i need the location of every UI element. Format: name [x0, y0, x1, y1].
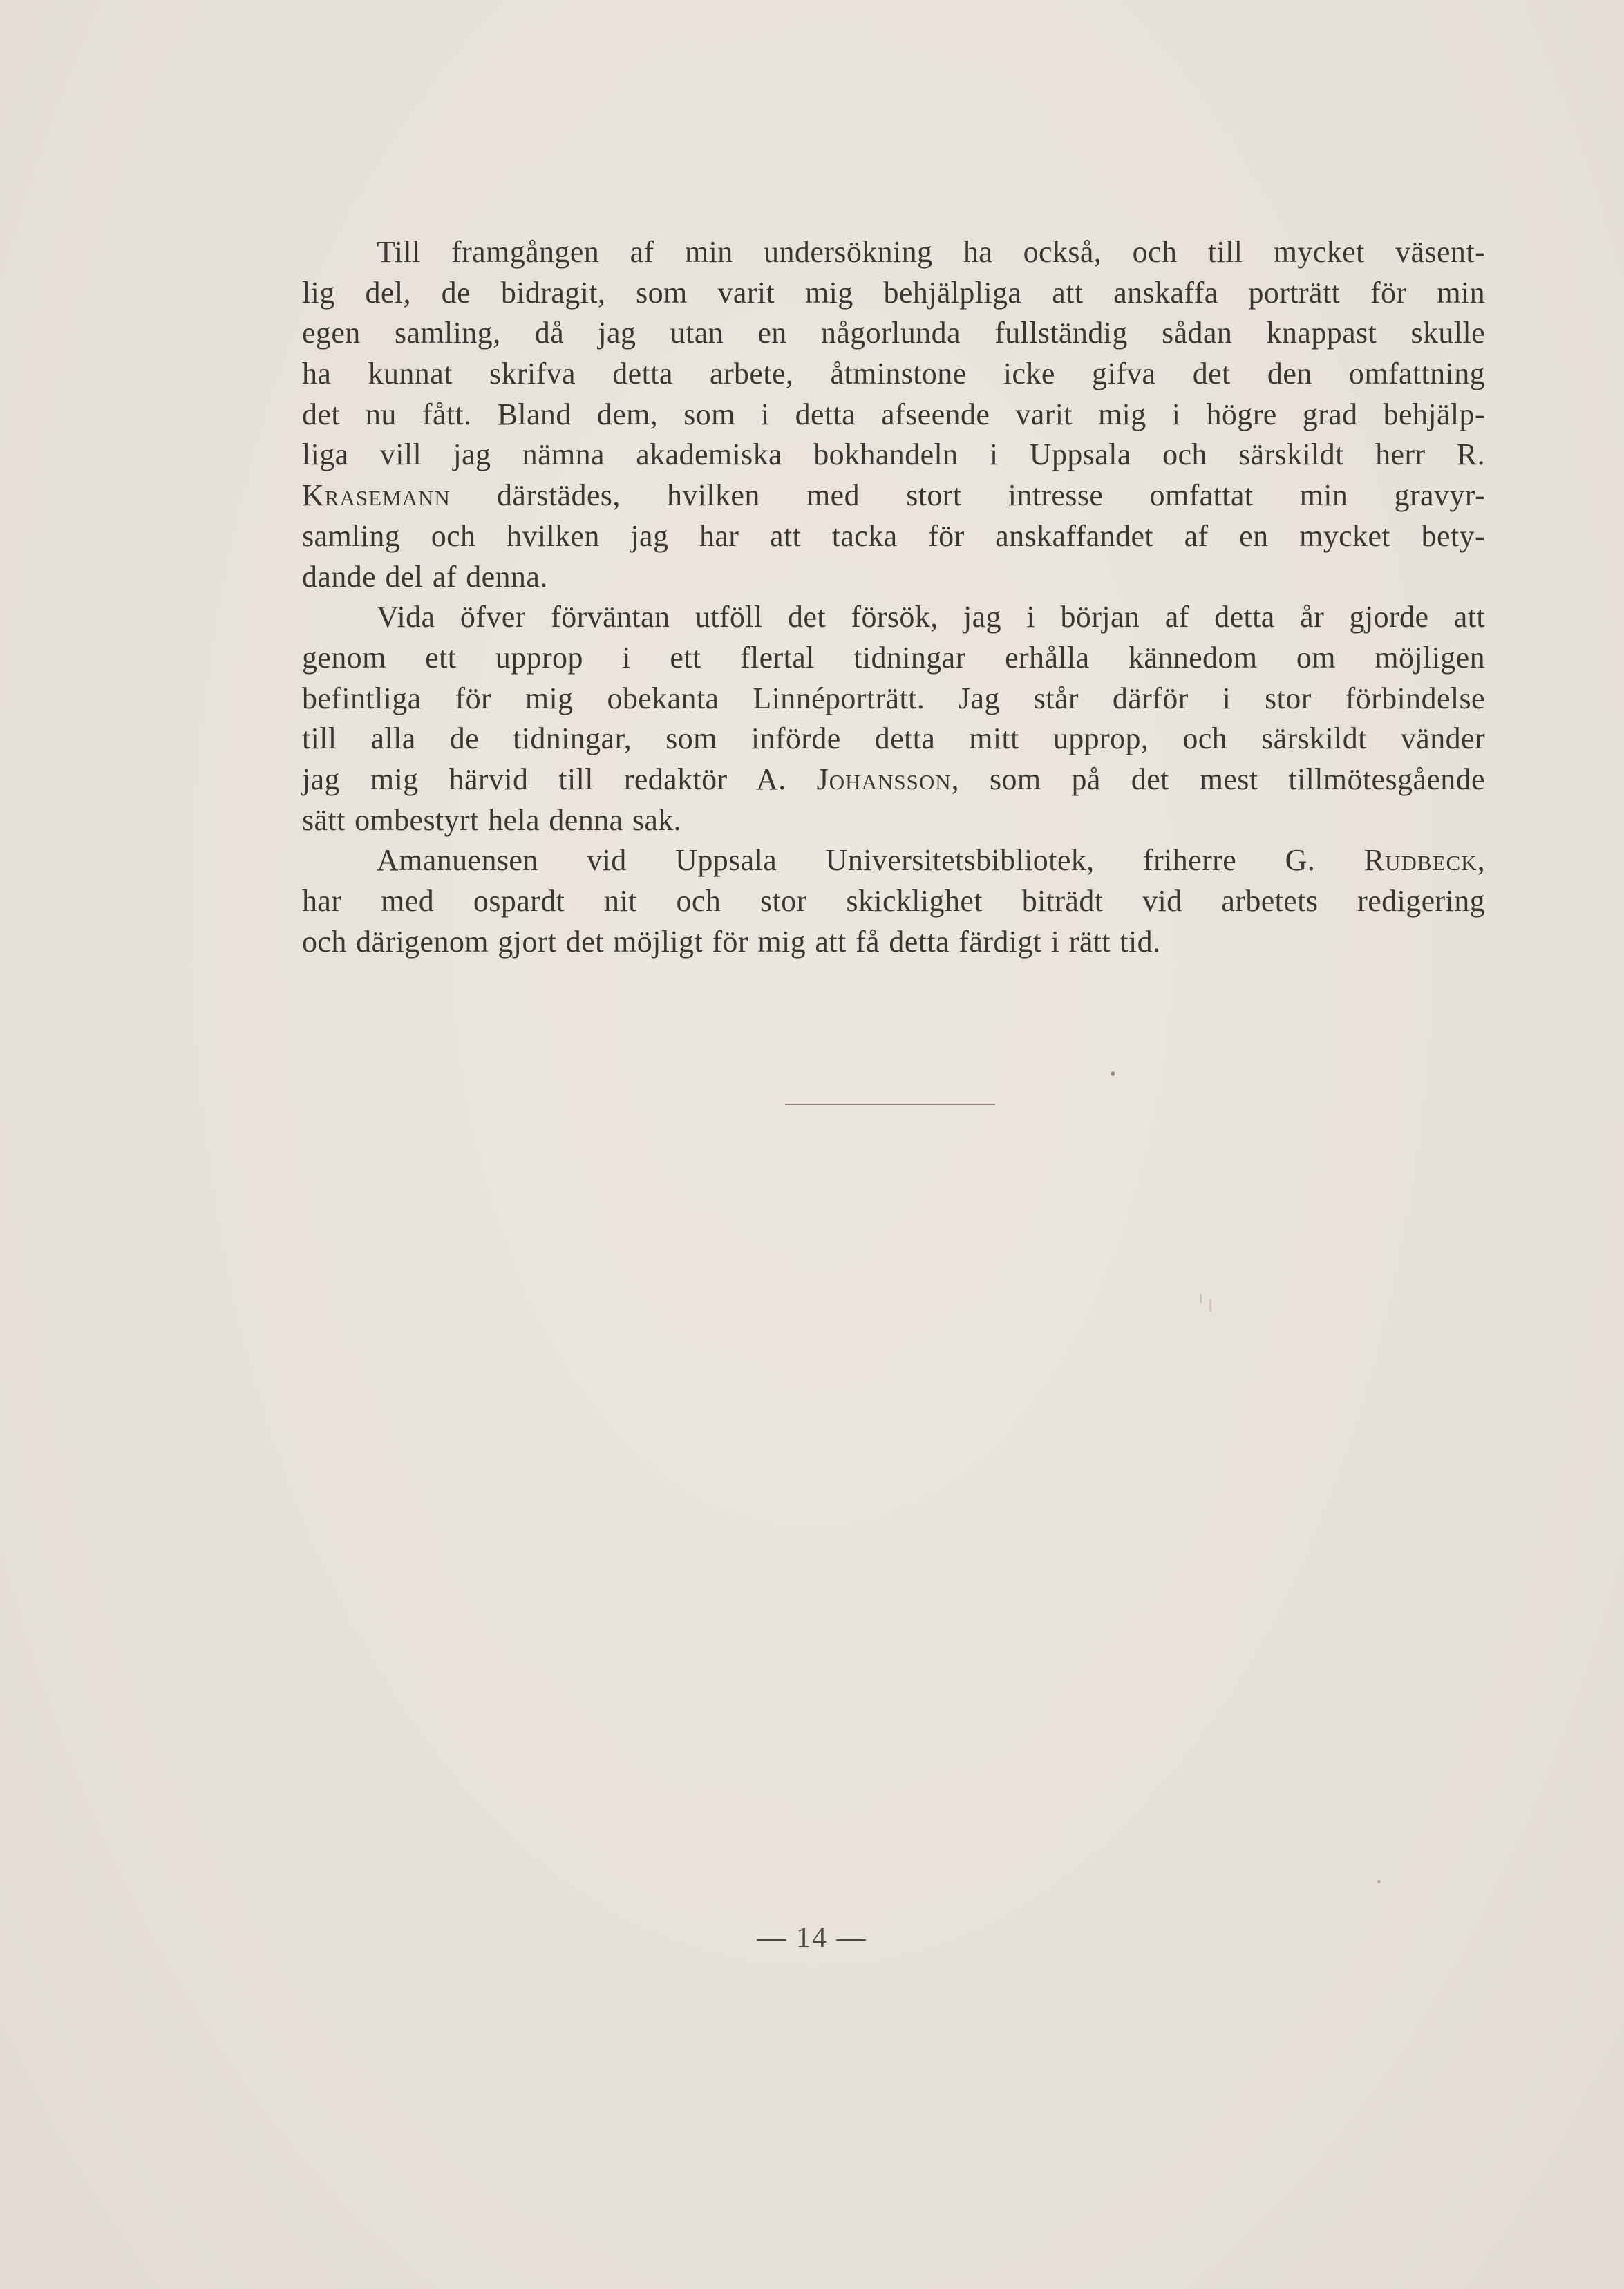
paragraph-1: [302, 232, 1485, 597]
text-line: till alla de tidningar, som införde detta mitt upprop, och särskildt vänder: [302, 722, 1485, 756]
text-line: egen samling, då jag utan en någorlunda fullständig sådan knappast skulle: [302, 316, 1485, 350]
text-run: , som på det mest tillmötesgående: [951, 762, 1485, 796]
text-line: lig del, de bidragit, som varit mig behjälpliga att anskaffa porträtt för min: [302, 275, 1485, 310]
text-line: [302, 840, 1485, 881]
text-line: liga vill jag nämna akademiska bokhandeln i Uppsala och särskildt herr R.: [302, 437, 1485, 472]
paragraph-3: [302, 840, 1485, 962]
text-run: jag mig härvid till redaktör A.: [302, 762, 817, 796]
text-line: och därigenom gjort det möjligt för mig att få detta färdigt i rätt tid.: [302, 924, 1161, 959]
page-number: — 14 —: [757, 1922, 867, 1954]
text-line: Till framgången af min undersökning ha också, och till mycket väsent-: [377, 235, 1485, 269]
text-line: [302, 475, 1485, 516]
paper-speck: [1200, 1294, 1202, 1303]
paper-speck: [1111, 1071, 1115, 1076]
paragraph-2: [302, 597, 1485, 840]
text-line: dande del af denna.: [302, 559, 548, 594]
text-line: ha kunnat skrifva detta arbete, åtminstone icke gifva det den omfattning: [302, 357, 1485, 391]
text-run: därstädes, hvilken med stort intresse omfattat min gravyr-: [450, 478, 1485, 513]
text-line: samling och hvilken jag har att tacka för anskaffandet af en mycket bety-: [302, 518, 1485, 553]
paper-speck: [1209, 1299, 1211, 1312]
body-text: [302, 232, 1485, 962]
text-line: Vida öfver förväntan utföll det försök, jag i början af detta år gjorde att: [377, 600, 1485, 634]
text-run: ,: [1477, 843, 1485, 878]
paper-speck: [1377, 1880, 1381, 1883]
text-line: genom ett upprop i ett flertal tidningar erhålla kännedom om möjligen: [302, 640, 1485, 675]
text-line: det nu fått. Bland dem, som i detta afseende varit mig i högre grad behjälp-: [302, 397, 1485, 431]
text-line: [302, 760, 1485, 800]
text-line: befintliga för mig obekanta Linnéporträtt. Jag står därför i stor förbindelse: [302, 681, 1485, 715]
person-name: Krasemann: [302, 478, 451, 513]
person-name: Johansson: [816, 762, 952, 796]
person-name: Rudbeck: [1363, 843, 1477, 878]
text-line: sätt ombestyrt hela denna sak.: [302, 802, 682, 837]
text-run: Amanuensen vid Uppsala Universitetsbibliotek, friherre G.: [377, 843, 1364, 878]
text-line: har med ospardt nit och stor skicklighet biträdt vid arbetets redigering: [302, 884, 1485, 918]
section-divider-rule: [785, 1104, 995, 1105]
